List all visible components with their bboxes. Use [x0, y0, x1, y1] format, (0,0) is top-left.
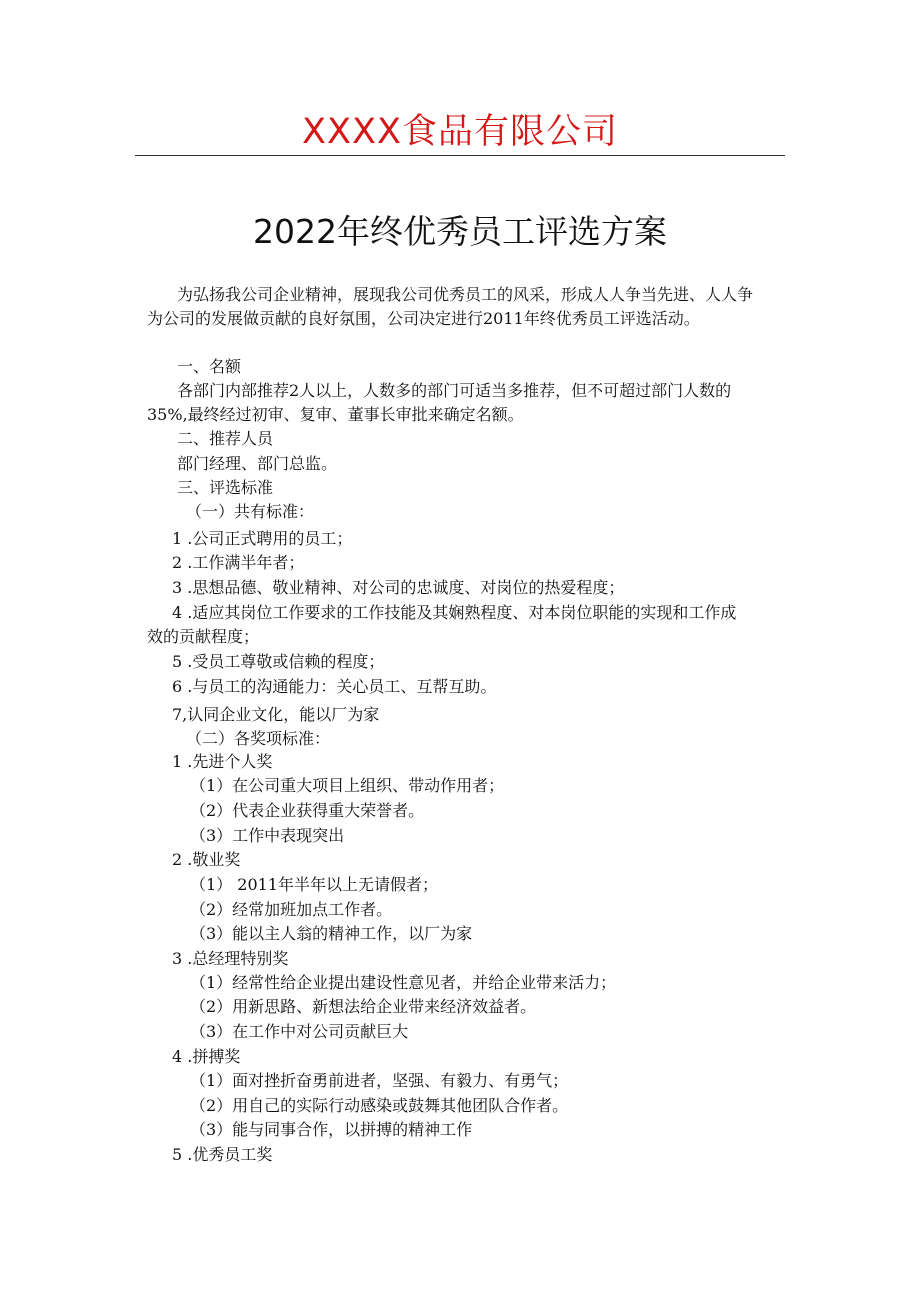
quota-body-line-1: 各部门内部推荐2人以上，人数多的部门可适当多推荐，但不可超过部门人数的	[177, 381, 732, 400]
section-heading-criteria: 三、评选标准	[177, 478, 274, 497]
award-name: 1 .先进个人奖	[172, 752, 273, 771]
award-criterion: （1） 2011年半年以上无请假者；	[190, 875, 438, 894]
award-criterion: （1）面对挫折奋勇前进者，坚强、有毅力、有勇气；	[190, 1071, 569, 1090]
common-criteria-item: 6 .与员工的沟通能力：关心员工、互帮互助。	[172, 677, 497, 696]
document-title: 2022年终优秀员工评选方案	[253, 212, 667, 251]
common-criteria-item: 1 .公司正式聘用的员工；	[172, 529, 353, 548]
award-name: 4 .拼搏奖	[172, 1047, 241, 1066]
awards-criteria-heading: （二）各奖项标准：	[186, 729, 331, 748]
award-criterion: （2）代表企业获得重大荣誉者。	[190, 801, 425, 820]
award-criterion: （3）在工作中对公司贡献巨大	[190, 1022, 409, 1041]
intro-line-1: 为弘扬我公司企业精神，展现我公司优秀员工的风采，形成人人争当先进、人人争	[177, 285, 754, 304]
common-criteria-item: 2 .工作满半年者；	[172, 553, 305, 572]
award-criterion: （2）经常加班加点工作者。	[190, 900, 393, 919]
award-name: 5 .优秀员工奖	[172, 1145, 273, 1164]
common-criteria-item-continued: 效的贡献程度；	[147, 627, 260, 646]
award-name: 2 .敬业奖	[172, 850, 241, 869]
quota-body-line-2: 35%,最终经过初审、复审、董事长审批来确定名额。	[147, 405, 524, 424]
section-heading-recommender: 二、推荐人员	[177, 429, 274, 448]
award-name: 3 .总经理特别奖	[172, 949, 289, 968]
common-criteria-item: 4 .适应其岗位工作要求的工作技能及其娴熟程度、对本岗位职能的实现和工作成	[172, 603, 737, 622]
recommender-body: 部门经理、部门总监。	[177, 454, 338, 473]
section-heading-quota: 一、名额	[177, 357, 242, 376]
company-name: XXXX食品有限公司	[302, 112, 618, 152]
award-criterion: （1）经常性给企业提出建设性意见者，并给企业带来活力；	[190, 973, 617, 992]
common-criteria-item: 5 .受员工尊敬或信赖的程度；	[172, 652, 385, 671]
award-criterion: （3）能以主人翁的精神工作，以厂为家	[190, 924, 473, 943]
header-divider	[135, 155, 785, 156]
common-criteria-heading: （一）共有标准：	[186, 502, 315, 521]
intro-line-2: 为公司的发展做贡献的良好氛围，公司决定进行2011年终优秀员工评选活动。	[147, 309, 700, 328]
common-criteria-item: 3 .思想品德、敬业精神、对公司的忠诚度、对岗位的热爱程度；	[172, 578, 625, 597]
award-criterion: （2）用新思路、新想法给企业带来经济效益者。	[190, 997, 537, 1016]
award-criterion: （3）能与同事合作，以拼搏的精神工作	[190, 1120, 473, 1139]
award-criterion: （3）工作中表现突出	[190, 826, 345, 845]
award-criterion: （1）在公司重大项目上组织、带动作用者；	[190, 776, 505, 795]
common-criteria-item: 7,认同企业文化，能以厂为家	[172, 705, 380, 724]
award-criterion: （2）用自己的实际行动感染或鼓舞其他团队合作者。	[190, 1096, 569, 1115]
